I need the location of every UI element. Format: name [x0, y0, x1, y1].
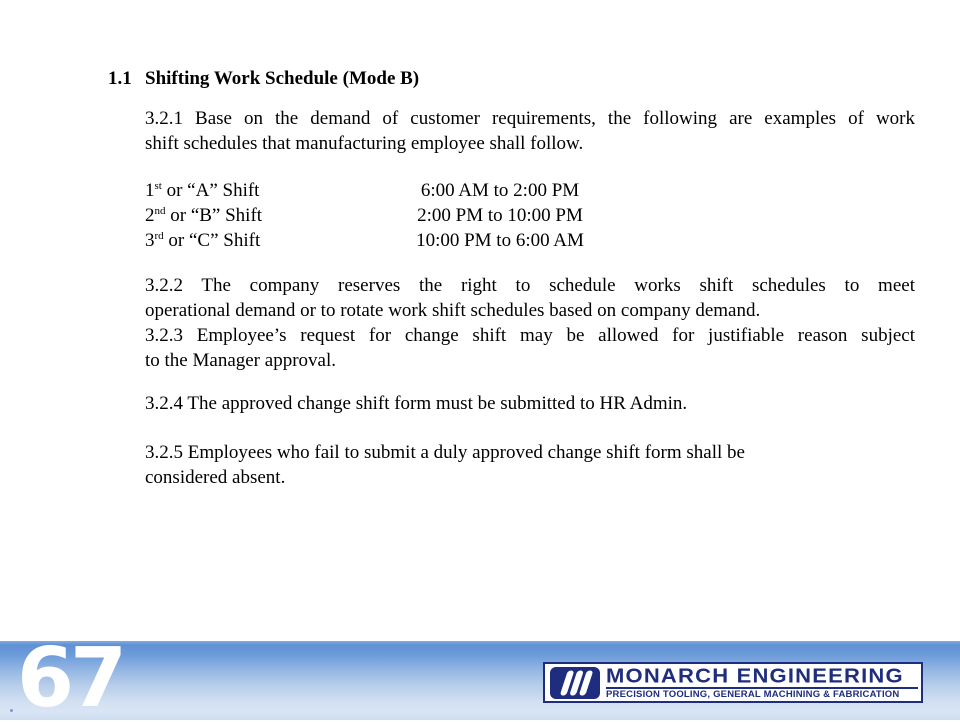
paragraph-3-2-2-and-3-2-3	[145, 273, 915, 373]
paragraph-line: 3.2.2 The company reserves the right to schedule works shift schedules to meet	[145, 275, 915, 296]
paragraph-3-2-1	[145, 106, 915, 156]
shift-label	[145, 178, 259, 203]
shift-schedule-table	[145, 178, 915, 253]
shift-time: 6:00 AM to 2:00 PM	[420, 180, 580, 201]
page-number: 67	[17, 631, 124, 726]
paragraph-line: to the Manager approval.	[145, 350, 336, 371]
paragraph-line: 3.2.3 Employee’s request for change shift may be allowed for justifiable reason subject	[145, 325, 915, 346]
shift-number: 3	[145, 230, 155, 251]
paragraph-line: shift schedules that manufacturing employee shall follow.	[145, 133, 584, 154]
monarch-logo	[543, 662, 923, 703]
shift-ordinal: nd	[154, 205, 166, 217]
shift-ordinal: rd	[154, 230, 164, 242]
shift-row-a	[145, 178, 915, 203]
shift-row-b	[145, 203, 915, 228]
corner-dot	[10, 709, 13, 712]
paragraph-line: 3.2.5 Employees who fail to submit a duly approved change shift form shall be	[145, 442, 745, 463]
shift-name: or “A” Shift	[161, 180, 260, 201]
shift-name: or “B” Shift	[165, 205, 263, 226]
shift-label	[145, 203, 262, 228]
company-name: MONARCH ENGINEERING	[606, 664, 904, 688]
paragraph-3-2-5	[145, 440, 915, 490]
paragraph-line: operational demand or to rotate work shift schedules based on company demand.	[145, 300, 761, 321]
paragraph-3-2-4	[145, 391, 915, 416]
shift-label	[145, 228, 260, 253]
shift-time: 2:00 PM to 10:00 PM	[417, 205, 583, 226]
heading-number: 1.1	[108, 68, 132, 89]
paragraph-line: 3.2.4 The approved change shift form must be submitted to HR Admin.	[145, 393, 688, 414]
shift-number: 1	[145, 180, 155, 201]
company-tagline: PRECISION TOOLING, GENERAL MACHINING & FABRICATION	[606, 689, 900, 700]
logo-text-block	[606, 665, 921, 700]
heading-title: Shifting Work Schedule (Mode B)	[145, 68, 420, 89]
paragraph-line: 3.2.1 Base on the demand of customer requirements, the following are examples of work	[145, 108, 915, 129]
shift-name: or “C” Shift	[163, 230, 261, 251]
shift-ordinal: st	[154, 180, 162, 192]
monarch-stripes-icon	[550, 667, 600, 699]
section-heading	[108, 66, 419, 91]
paragraph-line: considered absent.	[145, 467, 286, 488]
shift-time: 10:00 PM to 6:00 AM	[416, 230, 584, 251]
shift-row-c	[145, 228, 915, 253]
shift-number: 2	[145, 205, 155, 226]
